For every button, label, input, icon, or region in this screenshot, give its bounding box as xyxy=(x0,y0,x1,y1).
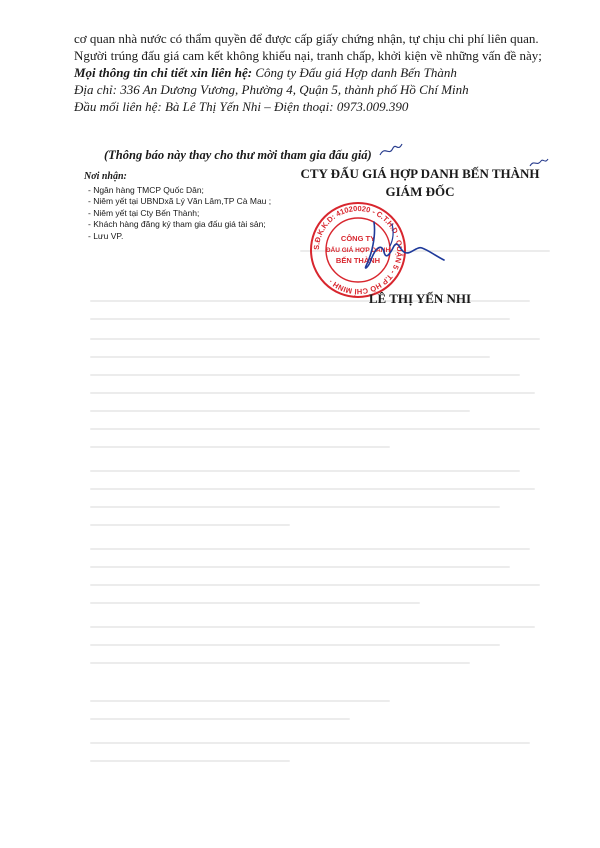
recipient-item: - Ngân hàng TMCP Quốc Dân; xyxy=(88,184,204,195)
signature-company: CTY ĐẤU GIÁ HỢP DANH BẾN THÀNH xyxy=(300,166,540,181)
intro-paragraph xyxy=(74,30,574,64)
stamp-line-1: CÔNG TY xyxy=(340,234,376,243)
stamp-line-2: ĐẤU GIÁ HỢP DANH xyxy=(325,247,391,254)
recipient-item: - Niêm yết tại Cty Bến Thành; xyxy=(88,207,200,218)
intro-line-2: Người trúng đấu giá cam kết không khiếu nại, tranh chấp, khởi kiện về những vấn đề này; xyxy=(74,48,542,63)
recipient-item: - Khách hàng đăng ký tham gia đấu giá tài sản; xyxy=(88,219,266,229)
contact-heading-line xyxy=(74,64,574,81)
recipient-item: - Lưu VP. xyxy=(88,230,124,241)
recipient-item: - Niêm yết tại UBNDxã Lý Văn Lâm,TP Cà Mau ; xyxy=(88,196,272,206)
handwritten-signature xyxy=(356,216,446,276)
stamp-line-3: BẾN THÀNH xyxy=(335,256,381,265)
signer-name: LÊ THỊ YẾN NHI xyxy=(368,291,472,306)
contact-person: Đầu mối liên hệ: Bà Lê Thị Yến Nhi – Điện thoại: 0973.009.390 xyxy=(74,99,409,114)
notice-text: (Thông báo này thay cho thư mời tham gia đấu giá) xyxy=(104,148,372,162)
contact-heading: Mọi thông tin chi tiết xin liên hệ: xyxy=(74,65,253,80)
recipients-list xyxy=(84,185,284,243)
contact-block xyxy=(74,64,574,115)
recipients-title: Nơi nhận: xyxy=(84,171,127,182)
contact-address: Địa chỉ: 336 An Dương Vương, Phường 4, Quận 5, thành phố Hồ Chí Minh xyxy=(74,82,469,97)
svg-text:S.Đ.K.K.D: 41020020 - C.T.H.D: S.Đ.K.K.D: 41020020 - C.T.H.D · QUẬN 5 - T.P HỒ CHÍ MINH · xyxy=(311,203,405,297)
signature-title: GIÁM ĐỐC xyxy=(385,184,455,199)
contact-company: Công ty Đấu giá Hợp danh Bến Thành xyxy=(252,65,457,80)
initial-mark xyxy=(378,140,404,162)
recipients-block xyxy=(84,171,284,242)
initial-mark xyxy=(528,156,550,170)
intro-line-1: cơ quan nhà nước có thẩm quyền để được cấp giấy chứng nhận, tự chịu chi phí liên quan. xyxy=(74,31,539,46)
